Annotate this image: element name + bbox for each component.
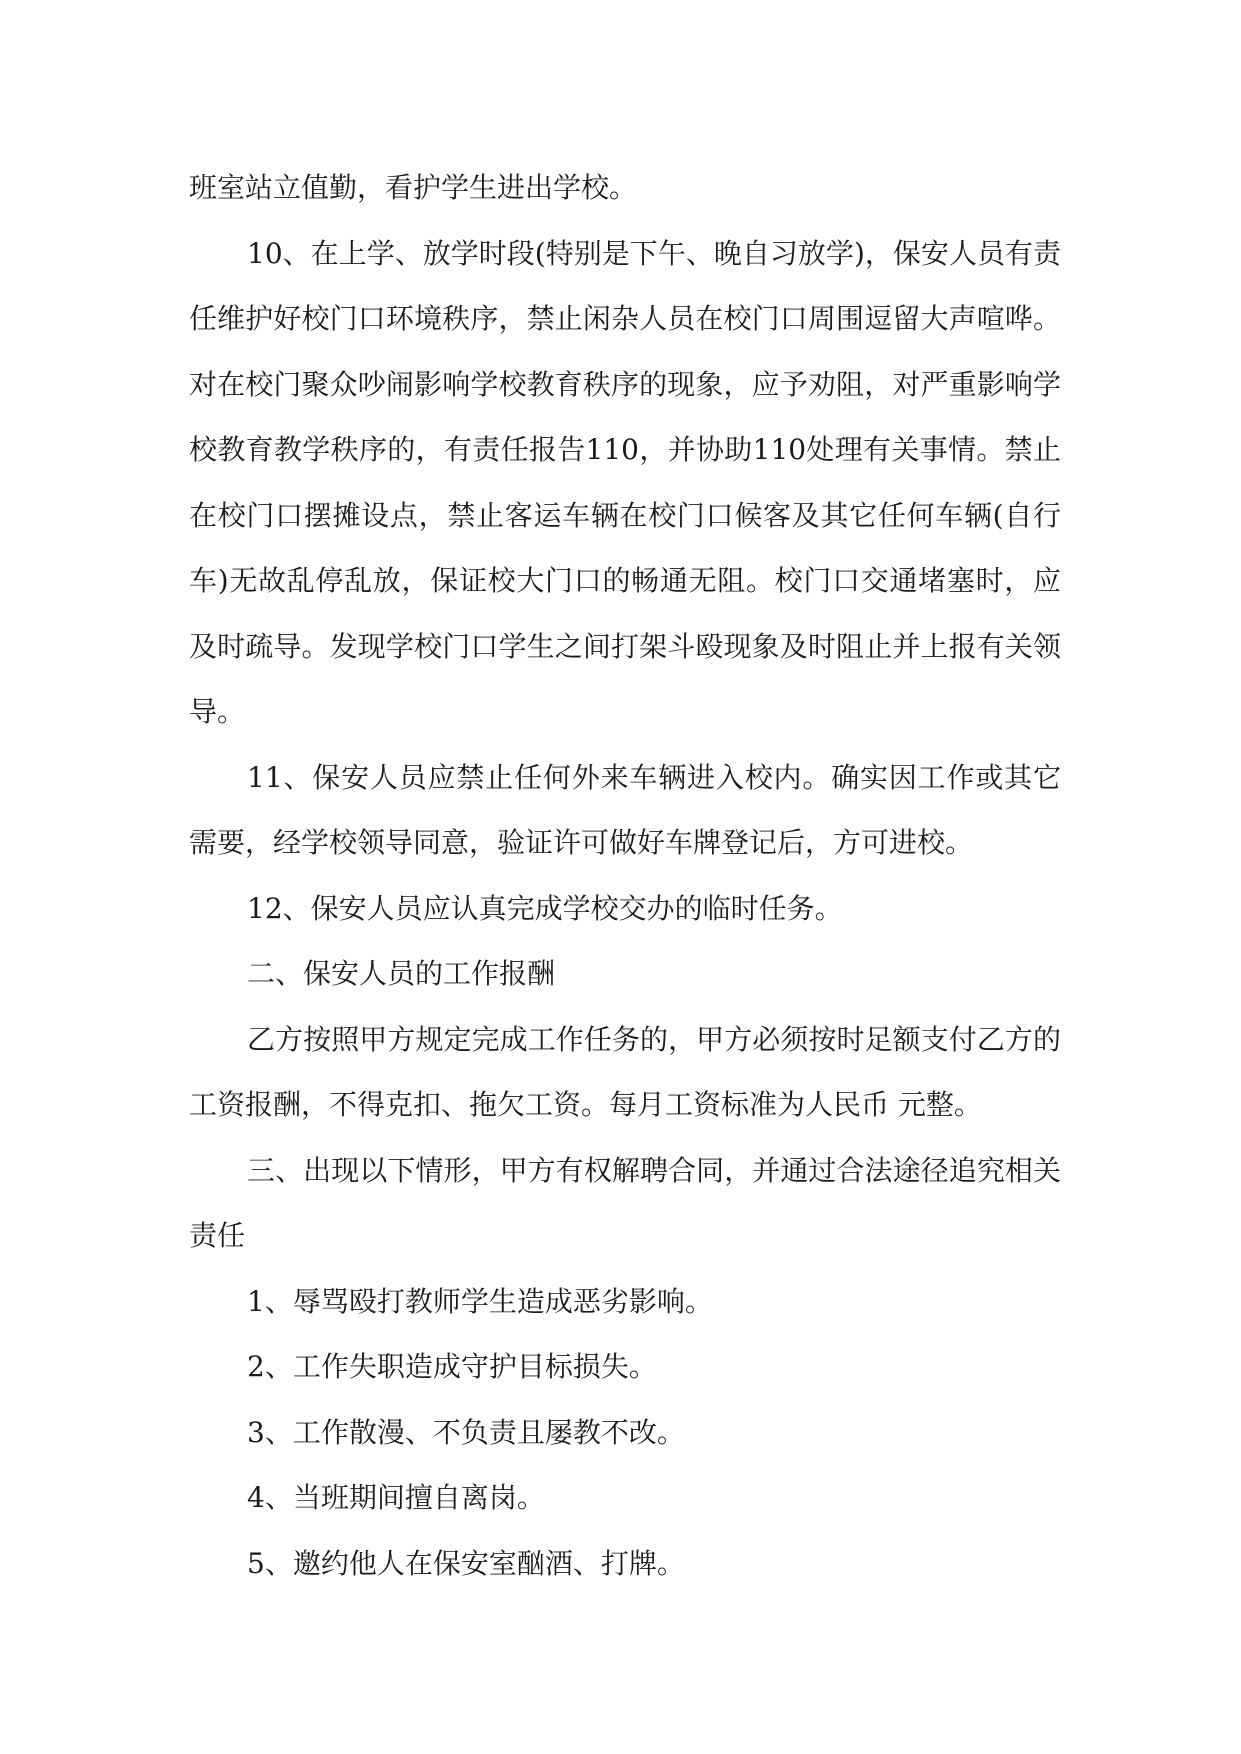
list-item-case-1: 1、辱骂殴打教师学生造成恶劣影响。	[247, 1284, 713, 1318]
list-item-case-2: 2、工作失职造成守护目标损失。	[247, 1350, 657, 1383]
paragraph-continued: 班室站立值勤，看护学生进出学校。	[189, 171, 638, 204]
list-item-case-5: 5、邀约他人在保安室酗酒、打牌。	[247, 1546, 685, 1580]
section-heading-3: 三、出现以下情形，甲方有权解聘合同，并通过合法途径追究相关责任	[189, 1153, 1061, 1252]
paragraph-pay: 乙方按照甲方规定完成工作任务的，甲方必须按时足额支付乙方的工资报酬，不得克扣、拖欠工资。每月工资标准为人民币 元整。	[189, 1022, 1061, 1121]
list-item-case-4: 4、当班期间擅自离岗。	[247, 1481, 545, 1514]
document-body	[189, 155, 1061, 1596]
section-heading-2: 二、保安人员的工作报酬	[247, 957, 556, 990]
list-item-case-3: 3、工作散漫、不负责且屡教不改。	[247, 1415, 685, 1449]
paragraph-item-11: 11、保安人员应禁止任何外来车辆进入校内。确实因工作或其它需要，经学校领导同意，验证许可做好车牌登记后，方可进校。	[189, 760, 1061, 859]
paragraph-item-10: 10、在上学、放学时段(特别是下午、晚自习放学)，保安人员有责任维护好校门口环境秩序，禁止闲杂人员在校门口周围逗留大声喧哗。对在校门聚众吵闹影响学校教育秩序的现象，应予劝阻，对严重影响学校教育教学秩序的，有责任报告110，并协助110处理有关事情。禁止在校门口摆摊设点，禁止客运车辆在校门口候客及其它任何车辆(自行车)无故乱停乱放，保证校大门口的畅通无阻。校门口交通堵塞时，应及时疏导。发现学校门口学生之间打架斗殴现象及时阻止并上报有关领导。	[189, 236, 1061, 728]
paragraph-item-12: 12、保安人员应认真完成学校交办的临时任务。	[247, 891, 843, 925]
